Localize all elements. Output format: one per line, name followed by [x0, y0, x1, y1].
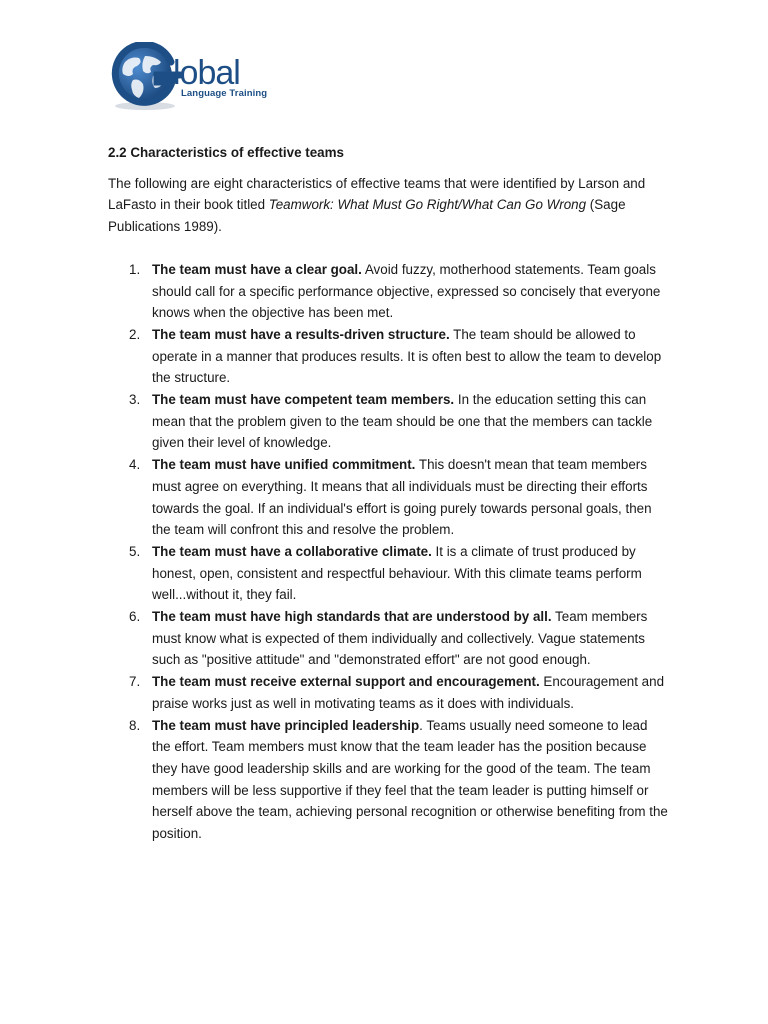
intro-paragraph [108, 173, 668, 238]
item-number: 7. [129, 674, 141, 690]
list-item [108, 606, 668, 671]
list-item [108, 715, 668, 845]
item-text: The team should be allowed to operate in a manner that produces results. It is often best to allow the team to develop the structure. [152, 326, 662, 386]
logo-subtitle: Language Training [181, 88, 268, 99]
list-item [108, 541, 668, 606]
item-number: 4. [129, 457, 141, 473]
intro-text-after: (Sage Publications 1989). [108, 197, 626, 235]
item-number: 5. [129, 543, 141, 559]
list-item [108, 324, 668, 389]
item-text: Encouragement and praise works just as well in motivating teams as it does with individuals. [152, 674, 665, 711]
logo-wordmark: lobal [173, 54, 240, 92]
list-item [108, 389, 668, 454]
list-item [108, 671, 668, 714]
item-lead: The team must have a results-driven structure. [152, 326, 450, 342]
item-text: . Teams usually need someone to lead the effort. Team members must know that the team leader has the position because they have good leadership skills and are working for the good of the team. The team members will be less supportive if they feel that the team leader is putting himself or herself above the team, achieving personal recognition or otherwise benefiting from the position. [152, 717, 668, 842]
list-item [108, 454, 668, 541]
item-number: 6. [129, 609, 141, 625]
item-number: 3. [129, 392, 141, 408]
item-number: 8. [129, 717, 141, 733]
item-text: Avoid fuzzy, motherhood statements. Team goals should call for a specific performance objective, expressed so concisely that everyone knows when the objective has been met. [152, 261, 661, 321]
intro-text-before: The following are eight characteristics of effective teams that were identified by Larson and LaFasto in their book titled [108, 175, 646, 213]
global-language-training-logo [105, 42, 280, 112]
item-number: 1. [129, 261, 141, 277]
item-text: Team members must know what is expected of them individually and collectively. Vague statements such as "positive attitude" and "demonstrated effort" are not good enough. [152, 609, 648, 668]
item-lead: The team must have unified commitment. [152, 457, 416, 473]
item-text: This doesn't mean that team members must agree on everything. It means that all individuals must be directing their efforts towards the goal. If an individual's effort is going purely towards personal goals, then the team will confront this and resolve the problem. [152, 457, 652, 538]
item-text: It is a climate of trust produced by honest, open, consistent and respectful behaviour. With this climate teams perform well...without it, they fail. [152, 543, 642, 603]
item-number: 2. [129, 326, 141, 342]
item-lead: The team must receive external support and encouragement. [152, 674, 540, 690]
list-item [108, 259, 668, 324]
item-lead: The team must have principled leadership [152, 717, 420, 733]
item-text: In the education setting this can mean that the problem given to the team should be one that the members can tackle given their level of knowledge. [152, 392, 653, 451]
item-lead: The team must have competent team members. [152, 392, 455, 408]
item-lead: The team must have a clear goal. [152, 261, 362, 277]
book-title: Teamwork: What Must Go Right/What Can Go Wrong [268, 197, 587, 213]
section-heading: 2.2 Characteristics of effective teams [108, 145, 344, 160]
characteristics-list [108, 259, 668, 845]
item-lead: The team must have high standards that are understood by all. [152, 609, 552, 625]
document-body [108, 142, 668, 845]
item-lead: The team must have a collaborative climate. [152, 543, 432, 559]
